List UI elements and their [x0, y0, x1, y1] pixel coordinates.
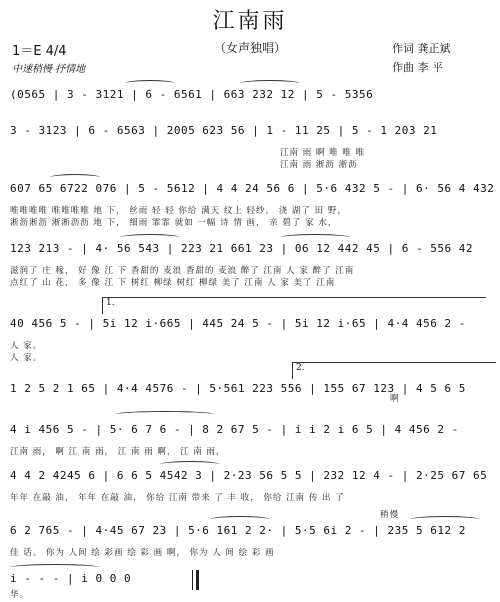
lyric-line-1: 唯唯唯唯 唯唯唯唯 地 下， 丝雨 轻 轻 你给 满天 纹上 轻纱， 浇 湖了 田 野， — [10, 206, 347, 216]
volta-1: 1. — [102, 297, 486, 314]
lyric-line-1: 佳 话。 你为 人间 绘 彩画 绘 彩 画 啊， 你为 人 间 绘 彩 画 — [10, 548, 275, 558]
notation-line: (0565 | 3 - 3121 | 6 - 6561 | 663 232 12 | 5 - 5356 — [10, 88, 374, 101]
lyric-line-2: 淅沥淅沥 淅淅沥沥 地 下， 细雨 霏霏 就如 一幅 诗 情 画， 亲 碧了 家 水， — [10, 218, 338, 228]
lyricist-credit: 作词 龚正斌 — [392, 42, 451, 55]
staff-system-10 — [10, 572, 492, 600]
lyric-line-2: 人 家。 — [10, 353, 43, 363]
staff-system-6 — [10, 363, 492, 404]
staff-system-9 — [10, 510, 492, 558]
tempo-change: 稍慢 — [380, 510, 400, 520]
lyric-line-1: 人 家。 — [10, 341, 43, 351]
song-title: 江南雨 — [212, 9, 288, 34]
composer-credit: 作曲 李 平 — [392, 61, 443, 74]
staff-system-2 — [10, 124, 492, 170]
key-signature: 1＝E 4/4 — [12, 44, 67, 59]
notation-line: i - - - | i 0 0 0 — [10, 572, 132, 585]
lyric-line-2: 江南 雨 淅沥 淅沥 — [280, 160, 358, 170]
notation-line: 40 456 5 - | 5i 12 i·665 | 445 24 5 - | 5i 12 i·65 | 4·4 456 2 - — [10, 317, 466, 330]
lyric-line-1: 华。 — [10, 590, 30, 600]
staff-system-5 — [10, 298, 492, 363]
lyric-line-2: 点红了 山 花， 多 像 江 下 树红 柳绿 树红 柳绿 美了 江南 人 家 美了 江南 — [10, 278, 336, 288]
lyric-line-1: 江南 雨 啊 唯 唯 唯 — [280, 148, 366, 158]
lyric-line-1: 江南 雨， 啊 江 南 雨， 江 南 雨 啊， 江 南 雨， — [10, 447, 226, 457]
notation-line: 1 2 5 2 1 65 | 4·4 4576 - | 5·561 223 556 | 155 67 123 | 4 5 6 5 — [10, 382, 466, 395]
staff-system-7 — [10, 423, 492, 457]
volta-2: 2. — [292, 362, 496, 379]
notation-line: 3 - 3123 | 6 - 6563 | 2005 623 56 | 1 - 11 25 | 5 - 1 203 21 — [10, 124, 438, 137]
lyric-line-1: 滋润了 庄 稼， 好 像 江 下 香甜的 麦浪 香甜的 麦浪 醉了 江南 人 家 醉了 江南 — [10, 266, 355, 276]
notation-line: 6 2 765 - | 4·45 67 23 | 5·6 161 2 2· | 5·5 6i 2 - | 235 5 612 2 — [10, 524, 466, 537]
staff-system-1 — [10, 88, 492, 108]
lyric-line-2: 啊 — [390, 394, 400, 404]
notation-line: 4 i 456 5 - | 5· 6 7 6 - | 8 2 67 5 - | i i 2 i 6 5 | 4 456 2 - — [10, 423, 459, 436]
notation-line: 4 4 2 4245 6 | 6 6 5 4542 3 | 2·23 56 5 5 | 232 12 4 - | 2·25 67 65 — [10, 469, 488, 482]
staff-system-8 — [10, 469, 492, 503]
final-barline — [192, 570, 199, 590]
staff-system-4 — [10, 242, 492, 288]
song-subtitle: （女声独唱） — [213, 41, 286, 55]
notation-line: 607 65 6722 076 | 5 - 5612 | 4 4 24 56 6 | 5·6 432 5 - | 6· 56 4 432 — [10, 182, 495, 195]
tempo-marking: 中速稍慢 抒情地 — [12, 64, 86, 75]
notation-line: 123 213 - | 4· 56 543 | 223 21 661 23 | 06 12 442 45 | 6 - 556 42 — [10, 242, 473, 255]
lyric-line-1: 年年 在敲 油， 年年 在敲 油， 你给 江南 带来 了 丰 收， 你给 江南 传 出 了 — [10, 493, 345, 503]
staff-system-3 — [10, 182, 495, 228]
